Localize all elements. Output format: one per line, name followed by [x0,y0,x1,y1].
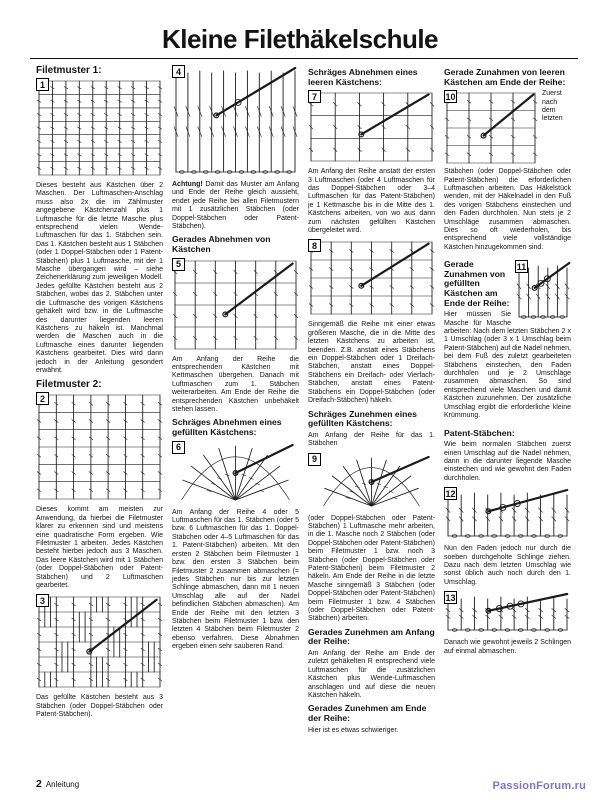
diagram-number-4: 4 [172,65,185,78]
heading-gerades-zunehmen-anfang: Gerades Zunehmen am Anfang der Reihe: [308,626,435,647]
paragraph-zunehmen-ende: Hier ist es etwas schwieriger. [308,726,399,734]
mesh-hook-diagram [444,90,538,166]
filet-mesh-diagram [36,392,163,502]
title-rule [30,58,578,59]
content-columns [36,64,578,768]
crochet-chart-13 [444,591,571,635]
footer-label: Anleitung [45,780,80,789]
diagram-number-12: 12 [445,488,456,499]
stitch-hook-diagram [172,65,299,177]
paragraph-zunehmen-haupt: (oder Doppel-Stäbchen oder Patent-Stäbchen) 1 Luftmasche mehr arbeiten, in die 1. Masche noch 2 Stäbchen (oder Doppel-Stäbchen oder Patent-Stäbchen) beim Filetmuster 1 bzw. noch 3 Stäbchen (oder Doppel-Stäbchen oder Patent-Stäbchen) beim Filetmuster 2 häkeln. Am Ende der Reihe in die letzte Masche sinngemäß 3 Stäbchen (oder Doppel-Stäbchen oder Patent-Stäbchen) beim Filetmuster 1 bzw. 4 Stäbchen (oder Doppel-Stäbchen oder Patent-Stäbchen) arbeiten. [308,514,435,623]
fan-decrease-diagram [172,441,299,505]
diagram-number-7: 7 [308,90,321,103]
section-zunahmen-gefuellt [444,260,571,424]
paragraph-zunehmen-anfang: Am Anfang der Reihe am Ende der zuletzt gehäkelten R entsprechend viele Luftmaschen für die zusätzlichen Kästchen plus Wende-Luftmaschen anschlagen und auf diese die neuen Kästchen häkeln. [308,649,435,699]
achtung-text: Damit das Muster am Anfang und Ende der Reihe gleich aussieht, endet jede Reihe bei allen Filetmustern mit 1 zusätzlichen Stäbchen (oder Doppel-Stäbchen oder Patent-Stäbchen). [172,181,299,231]
paragraph-schraeges-abnehmen-gefuellt: Am Anfang der Reihe 4 oder 5 Luftmaschen für das 1. Stäbchen (oder 5 bzw. 6 Luftmaschen für das 1. Doppel-Stäbchen oder 4–5 Luftmaschen für das 1. Patent-Stäbchen) arbeiten. Mit den ersten 2 Stäbchen beim Filetmuster 1 bzw. den ersten 3 Stäbchen beim Filetmuster 2 zusammen abmaschen (= jedes Stäbchen nur bis zur letzten Schlinge abmaschen, dann mit 1 neuen Umschlag alle auf der Nadel befindlichen Stäbchen abmaschen). Am Ende der Reihe mit den letzten 3 Stäbchen beim Filetmuster 1 bzw. den letzten 4 Stäbchen beim Filetmuster 2 ebenso verfahren. Diese Abnahmen ergeben einen sehr sauberen Rand. [172,508,299,651]
paragraph-achtung [172,181,299,231]
paragraph-patent-2: Nun den Faden jedoch nur durch die soeben durchgeholte Schlinge ziehen. Dazu nach dem letzten Umschlag wie sonst üblich auch noch durch den 1. Umschlag. [444,545,571,586]
crochet-chart-1 [36,78,163,178]
column-4 [444,64,571,768]
paragraph-leeres-abnehmen-2: Sinngemäß die Reihe mit einer etwas größeren Masche, die in die Mitte des letzten Kästchens zu arbeiten ist, beenden. Z.B. anstatt eines Stäbchens ein Doppel-Stäbchen oder 1 Dreifach-Stäbchen, anstatt eines Doppel-Stäbchens ein Dreifach- oder Vierfach-Stäbchen, anstatt eines Patent-Stäbchens ein Doppel-Stäbchen (oder Dreifach-Stäbchen) häkeln. [308,321,435,405]
diagram-number-5: 5 [172,258,185,271]
heading-filetmuster-2: Filetmuster 2: [36,379,102,391]
crochet-chart-3 [36,594,163,690]
diagram-number-13: 13 [445,592,456,603]
heading-schraeges-abnehmen-leer: Schräges Abnehmen eines leeren Kästchens: [308,67,418,87]
achtung-label: Achtung! [172,181,203,188]
diagram-number-6: 6 [172,441,185,454]
diagram-number-2: 2 [36,392,49,405]
paragraph-patent-3: Danach wie gewohnt jeweils 2 Schlingen auf einmal abmaschen. [444,639,571,655]
crochet-chart-6 [172,441,299,505]
paragraph-zunahmen-leer: Zuerst nach dem letzten Stäbchen (oder Doppel-Stäbchen oder Patent-Stäbchen) die erforderlichen Luftmaschen arbeiten. Das Häkelstück wenden, mit der Häkelnadel in den Fuß des vorigen Stäbchens einstechen und den Faden durchholen. Nun stets je 2 Umschläge zusammen abmaschen. Dies so oft wiederholen, bis entsprechend viele vollständige Kästchen hinzugekommen sind. [444,90,571,251]
heading-gerades-abnehmen: Gerades Abnehmen von Kästchen [172,234,271,255]
diagram-number-3: 3 [36,594,49,607]
heading-gerades-zunehmen-ende: Gerades Zunehmen am Ende der Reihe: [308,703,427,723]
crochet-chart-4 [172,65,299,177]
heading-schraeges-abnehmen-gefuellt: Schräges Abnehmen eines gefüllten Kästchens: [172,417,282,438]
diagram-number-8: 8 [308,239,321,252]
heading-filetmuster-1: Filetmuster 1: [36,65,102,76]
crochet-chart-8 [308,239,435,317]
paragraph-patent-1: Wie beim normalen Stäbchen zuerst einen Umschlag auf die Nadel nehmen, dann in die darunter liegende Masche einstechen und wie gewohnt den Faden durchholen. [444,441,571,482]
mesh-hook-diagram [308,239,435,317]
column-2 [172,64,299,768]
section-zunahmen-leer [444,90,571,256]
heading-schraeges-zunehmen: Schräges Zunehmen eines gefüllten Kästchens: [308,408,417,429]
crochet-chart-2 [36,392,163,502]
paragraph-leeres-abnehmen-1: Am Anfang der Reihe anstatt der ersten 3 Luftmaschen (oder 4 Luftmaschen für das Doppel-Stäbchen oder 3–4 Luftmaschen für das Patent-Stäbchen) je 1 Kettmasche bis in die Mitte des 1. Kästchens arbeiten, von wo aus dann zum nächsten gefüllten Kästchen übergeleitet wird. [308,168,435,235]
page-title: Kleine Filethäkelschule [161,24,439,54]
paragraph-gefuelltes-kaestchen: Das gefüllte Kästchen besteht aus 3 Stäbchen (oder Doppel-Stäbchen oder Patent-Stäbchen). [36,694,163,719]
filled-mesh-diagram [36,594,163,690]
paragraph-filetmuster2: Dieses kommt am meisten zur Anwendung, da hierbei die Filetmuster klarer zu erkennen sind und meistens eine quadratische Form ergeben. Wie Filetmuster 1 arbeiten. Jedes Kästchen besteht hierbei jedoch aus 3 Maschen. Das leere Kästchen wird mit 1 Stäbchen (oder Doppel-Stäbchen oder Patent-Stäbchen) und 2 Luftmaschen gearbeitet. [36,506,163,589]
page-number: 2 [36,778,42,790]
mesh-hook-diagram [308,90,435,164]
fan-increase-diagram [308,453,435,511]
crochet-chart-10 [444,90,538,166]
heading-zunahmen-leer-ende: Gerade Zunahmen von leeren Kästchen am Ende der Reihe: [444,67,566,87]
crochet-chart-5 [172,258,299,352]
crochet-chart-12 [444,487,571,541]
watermark-text: PassionForum.ru [492,780,586,792]
column-1 [36,64,163,768]
diagram-number-11: 11 [516,261,527,272]
diagram-number-10: 10 [445,91,456,102]
diagram-number-9: 9 [308,453,321,466]
stitch-hook-diagram [444,487,571,541]
crochet-chart-7 [308,90,435,164]
filet-mesh-diagram [36,78,163,178]
column-3 [308,64,435,768]
heading-zunahmen-gefuellt-ende: Gerade Zunahmen von gefüllten Kästchen am Ende der Reihe: [444,259,510,308]
mesh-hook-diagram [172,258,299,352]
crochet-chart-11 [515,260,571,322]
paragraph-zunahmen-gefuellt: Hier müssen Sie Masche für Masche arbeiten: Nach dem letzten Stäbchen 2 x 1 Umschlag (oder 3 x 1 Umschlag beim Patent-Stäbchen) auf die Nadel nehmen, bei dem Fuß des zuletzt gearbeiteten Stäbchens einstechen, den Faden durchholen und je 2 Umschläge zusammen abmaschen. So sind entsprechend viele Maschen und damit Kästchen zuzunehmen. Der zusätzliche Umschlag ergibt die erforderliche kleine Krümmung. [444,311,571,420]
paragraph-filetmuster1: Dieses besteht aus Kästchen über 2 Maschen. Der Luftmaschen-Anschlag muss also 2x die im Zählmuster angegebene Kästchenzahl plus 1 Luftmasche für die letzte Masche plus entsprechend vielen Wende-Luftmaschen für das 1. Stäbchen sein. Das 1. Kästchen besteht aus 1 Stäbchen (oder 1 Doppel-Stäbchen oder 1 Patent-Stäbchen) plus 1 Luftmasche, mit der 1 Masche übergangen wird – siehe Zeichenerklärung zum jeweiligen Modell. Jedes gefüllte Kästchen besteht aus 2 Stäbchen, wobei das 2. Stäbchen unter die Luftmasche des vorigen Kästchens gehäkelt wird bzw. in die Luftmasche des darunter liegenden leeren Kästchens zu häkeln ist. Manchmal werden die Maschen auch in die Luftmasche eines darunter liegenden Kästchens gearbeitet. Dies wird dann jedoch in der Anleitung gesondert erwähnt. [36,182,163,374]
page-footer [36,778,79,790]
stitch-hook-diagram [444,591,571,635]
diagram-number-1: 1 [36,78,49,91]
crochet-chart-9 [308,453,435,511]
paragraph-gerades-abnehmen: Am Anfang der Reihe die entsprechenden Kästchen mit Kettmaschen übergehen. Danach mit Luftmaschen zum 1. Stäbchen weiterarbeiten. Am Ende der Reihe die entsprechenden Kästchen unbehäkelt stehen lassen. [172,355,299,414]
heading-patent-staebchen: Patent-Stäbchen: [444,427,515,438]
paragraph-zunehmen-intro: Am Anfang der Reihe für das 1. Stäbchen [308,431,435,448]
